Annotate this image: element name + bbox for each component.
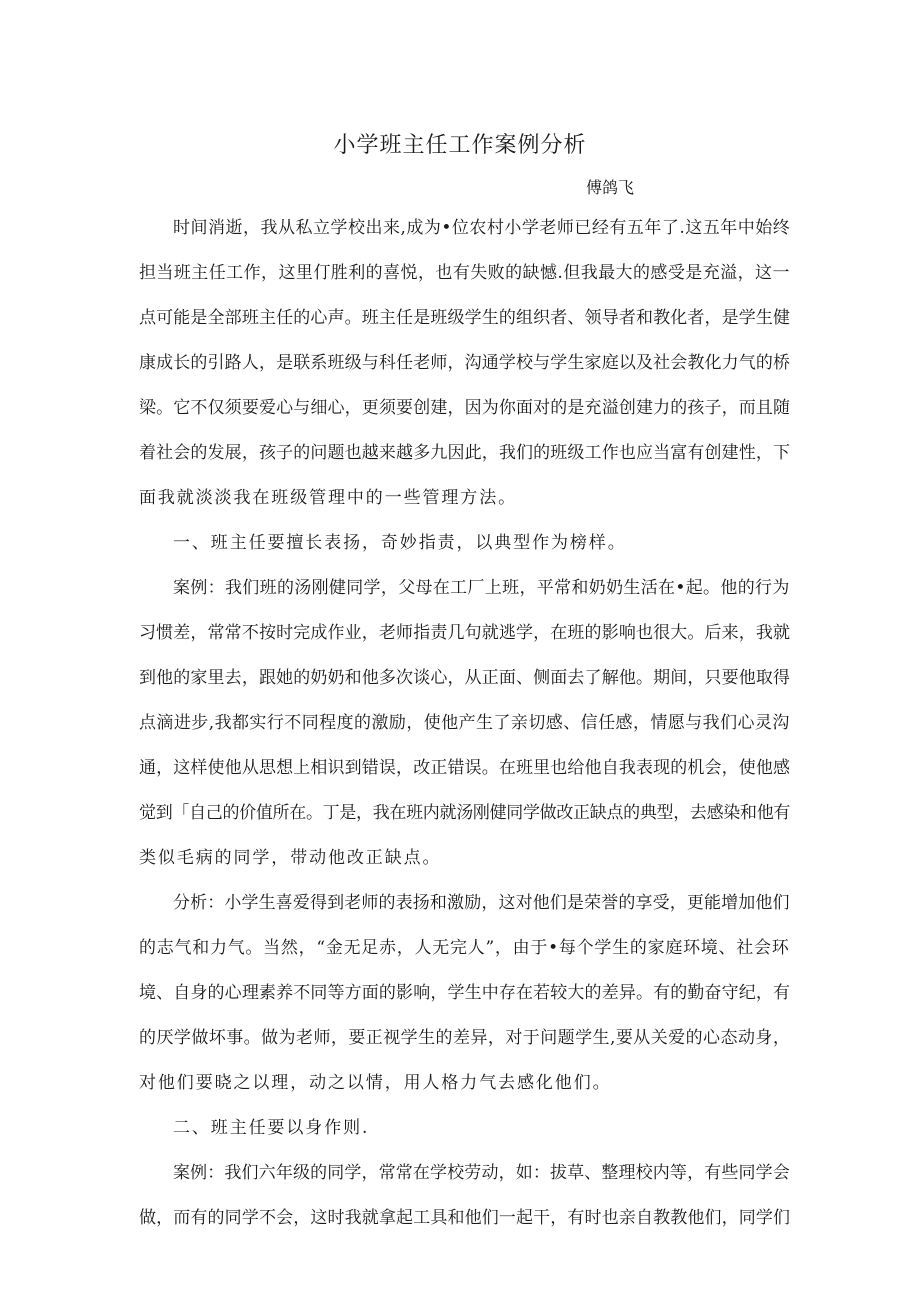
paragraph-line: 点可能是全部班主任的心声。班主任是班级学生的组织者、领导者和教化者，是学生健 (139, 308, 791, 328)
paragraph-line: 类似毛病的同学，带动他改正缺点。 (139, 848, 442, 868)
paragraph-line: 康成长的引路人，是联系班级与科任老师，沟通学校与学生家庭以及社会教化力气的桥 (139, 353, 791, 373)
paragraph-line: 对他们要晓之以理，动之以情，用人格力气去感化他们。 (139, 1073, 612, 1093)
paragraph-line: 分析：小学生喜爱得到老师的表扬和激励，这对他们是荣誉的享受，更能增加他们 (173, 893, 790, 913)
section-heading: 二、班主任要以身作则. (173, 1118, 370, 1138)
section-heading: 一、班主任要擅长表扬，奇妙指责，以典型作为榜样。 (173, 533, 627, 553)
document-title: 小学班主任工作案例分析 (333, 133, 587, 158)
paragraph-line: 案例：我们六年级的同学，常常在学校劳动，如：拔草、整理校内等，有些同学会 (173, 1163, 790, 1183)
paragraph-line: 点滴进步,我都实行不同程度的激励，使他产生了亲切感、信任感，情愿与我们心灵沟 (139, 713, 790, 733)
document-author: 傅鸽飞 (586, 178, 635, 197)
paragraph-line: 做，而有的同学不会，这时我就拿起工具和他们一起干，有时也亲自教教他们，同学们 (139, 1208, 791, 1228)
paragraph-line: 境、自身的心理素养不同等方面的影响，学生中存在若较大的差异。有的勤奋守纪，有 (139, 983, 791, 1003)
paragraph-line: 担当班主任工作，这里仃胜利的喜悦，也有失败的缺憾.但我最大的感受是充溢，这一 (139, 263, 790, 283)
paragraph-line: 时间消逝，我从私立学校出来,成为•位农村小学老师已经有五年了.这五年中始终 (173, 218, 791, 238)
paragraph-line: 的志气和力气。当然，“金无足赤，人无完人”，由于•每个学生的家庭环境、社会环 (139, 938, 790, 958)
paragraph-line: 案例：我们班的汤刚健同学，父母在工厂上班，平常和奶奶生活在•起。他的行为 (173, 578, 790, 598)
paragraph-line: 通，这样使他从思想上相识到错误，改正错误。在班里也给他自我表现的机会，使他感 (139, 758, 791, 778)
paragraph-line: 到他的家里去，跟她的奶奶和他多次谈心，从正面、侧面去了解他。期间，只要他取得 (139, 668, 791, 688)
paragraph-line: 梁。它不仅须要爱心与细心，更须要创建，因为你面对的是充溢创建力的孩子，而且随 (139, 398, 791, 418)
paragraph-line: 觉到「自己的价值所在。丁是，我在班内就汤刚健同学做改正缺点的典型，去感染和他有 (139, 803, 791, 823)
paragraph-line: 着社会的发展，孩子的问题也越来越多九因此，我们的班级工作也应当富有创建性，下 (139, 443, 791, 463)
paragraph-line: 习惯差，常常不按时完成作业，老师指责几句就逃学，在班的影响也很大。后来，我就 (139, 623, 791, 643)
paragraph-line: 面我就淡淡我在班级管理中的一些管理方法。 (139, 488, 517, 508)
paragraph-line: 的厌学做坏事。做为老师，要正视学生的差异，对于问题学生,要从关爱的心态动身， (139, 1028, 791, 1048)
